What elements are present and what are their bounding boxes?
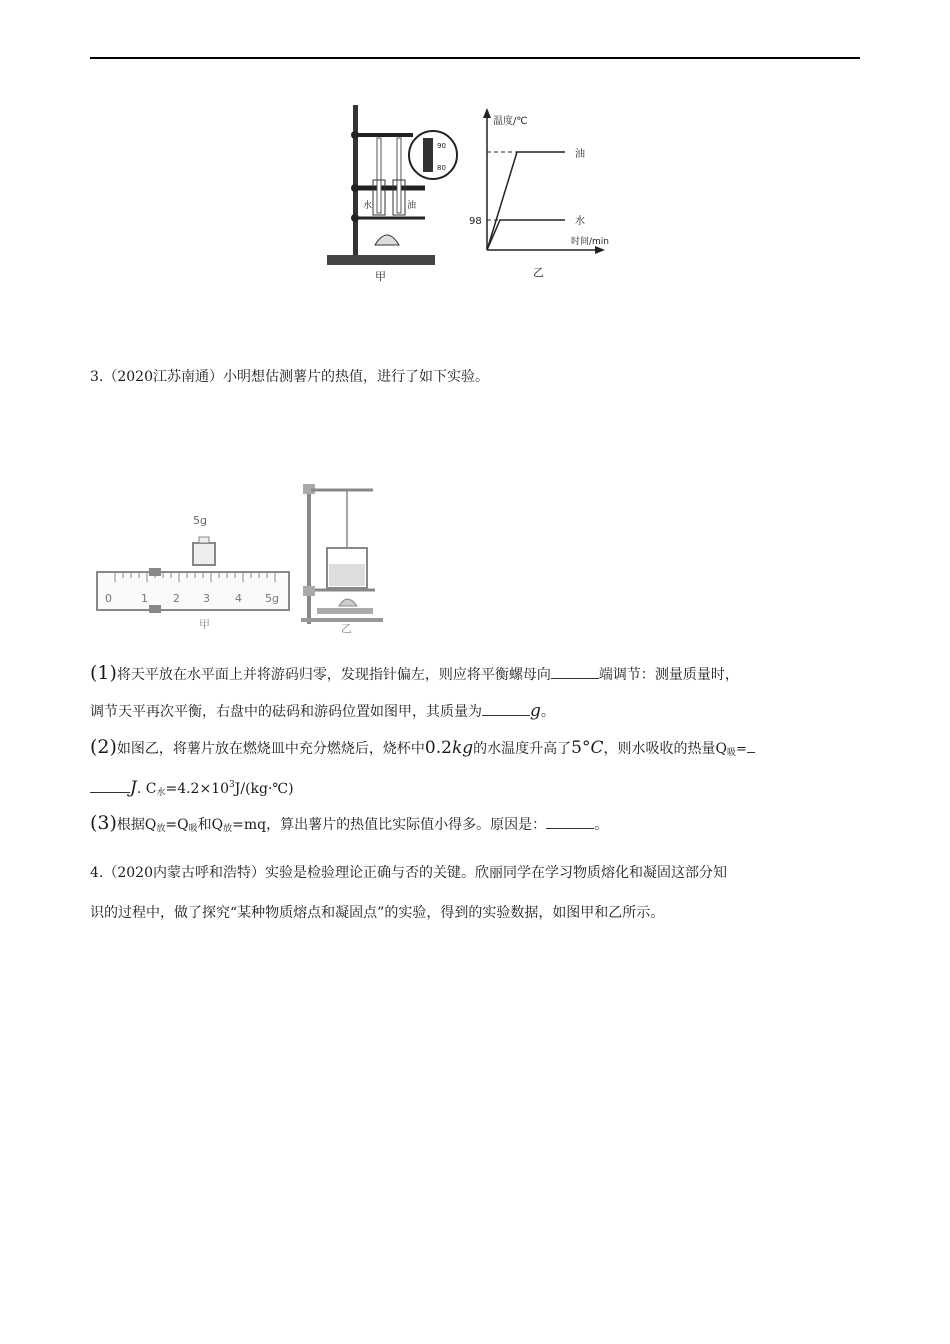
scale-num-2: 2 (173, 592, 180, 605)
caption-left: 甲 (199, 618, 210, 631)
q3-part1-text-a: 将天平放在水平面上并将游码归零，发现指针偏左，则应将平衡螺母向 (116, 667, 551, 683)
q3-part3-blank-reason[interactable] (546, 815, 594, 829)
q3-part1-line2 (90, 702, 555, 721)
q3-part2-blank-heat-a[interactable] (747, 739, 755, 753)
q3-part1-unit: g (530, 701, 541, 721)
q3-part3-number: (3) (90, 812, 117, 834)
caption-right: 乙 (341, 622, 352, 635)
q3-part2-c-label: . C (136, 781, 157, 797)
q3-part3-sub-3: 放 (223, 824, 233, 834)
q3-part1-number: (1) (90, 662, 117, 684)
q3-part3-sub-1: 放 (156, 824, 166, 834)
stand-rod (353, 105, 358, 255)
q3-part2-mass-unit: kg (451, 738, 474, 758)
q3-part2-c-value: =4.2×10 (165, 781, 230, 797)
thermo-tick-80: 80 (437, 164, 446, 172)
water-in-beaker (329, 564, 365, 586)
weight-label: 5g (193, 514, 207, 527)
q3-part1-text-b: 端调节：测量质量时， (598, 667, 739, 683)
q3-part1-blank-mass[interactable] (482, 702, 530, 716)
y-axis-label: 温度/℃ (493, 116, 528, 127)
oil-curve-label: 油 (575, 149, 585, 160)
water-label: 水 (363, 201, 373, 211)
question-4-line1: 4.（2020内蒙古呼和浩特）实验是检验理论正确与否的关键。欣丽同学在学习物质熔化和凝固这部分知 (90, 865, 727, 881)
scale-num-0: 0 (105, 592, 112, 605)
q3-part2-blank-heat-b[interactable] (90, 779, 130, 793)
rider-top (149, 568, 161, 576)
stand-base (327, 255, 435, 265)
rider-bottom (149, 605, 161, 613)
q3-part2-exponent: 3 (229, 780, 235, 790)
q3-part1-line1 (90, 664, 739, 684)
thermo-tick-90: 90 (437, 142, 446, 150)
oil-curve (487, 152, 565, 250)
temperature-time-graph (469, 108, 609, 279)
figure-heating-experiment (325, 100, 615, 290)
q3-part3-text-d: =mq，算出薯片的热值比实际值小得多。原因是： (232, 817, 547, 833)
q3-part2-temp-unit: C (590, 738, 604, 758)
balance-ruler (97, 572, 289, 610)
figure-balance-and-burner (95, 478, 385, 638)
q3-part2-mass: 0.2 (424, 738, 452, 758)
q3-part3-sub-2: 吸 (188, 824, 198, 834)
q3-part2-line2 (90, 776, 294, 802)
q3-part2-sub-absorb: 吸 (726, 748, 736, 758)
q3-part3-end: 。 (594, 817, 609, 833)
scale-num-3: 3 (203, 592, 210, 605)
figure-caption-left: 甲 (375, 270, 386, 283)
water-curve (487, 220, 565, 250)
q3-part2-number: (2) (90, 736, 117, 758)
q3-part2-c-unit: J/(kg·℃) (234, 781, 294, 797)
q3-part2-unit-j: J (130, 778, 137, 798)
q3-part2-sub-water: 水 (156, 788, 166, 798)
q3-part2-temp: 5° (571, 738, 591, 758)
weight-5g (193, 543, 215, 565)
scale-num-1: 1 (141, 592, 148, 605)
header-rule (90, 57, 860, 59)
q3-part3-line (90, 814, 608, 838)
q3-part1-line2-text: 调节天平再次平衡，右盘中的砝码和游码位置如图甲，其质量为 (90, 704, 482, 720)
q3-part2-text-c: ，则水吸收的热量Q (603, 741, 727, 757)
q3-part1-blank-direction[interactable] (551, 665, 599, 679)
q3-part3-text-b: =Q (165, 817, 189, 833)
water-curve-label: 水 (575, 216, 585, 227)
x-axis-label: 时间/min (571, 237, 610, 247)
figure-caption-right: 乙 (533, 266, 544, 279)
scale-num-5g: 5g (265, 592, 279, 605)
question-3-header: 3.（2020江苏南通）小明想估测薯片的热值，进行了如下实验。 (90, 369, 489, 385)
q3-part3-text-c: 和Q (197, 817, 224, 833)
scale-num-4: 4 (235, 592, 242, 605)
q3-part2-line1 (90, 738, 755, 762)
q3-part2-text-a: 如图乙，将薯片放在燃烧皿中充分燃烧后，烧杯中 (116, 741, 425, 757)
oil-label: 油 (407, 201, 417, 211)
q3-part3-text-a: 根据Q (116, 817, 157, 833)
tick-98: 98 (469, 216, 482, 227)
question-4-line2: 识的过程中，做了探究“某种物质熔点和凝固点”的实验，得到的实验数据，如图甲和乙所示。 (90, 905, 665, 921)
q3-part2-equals: = (736, 742, 747, 757)
q3-part1-end: 。 (540, 704, 555, 720)
q3-part2-text-b: 的水温度升高了 (473, 741, 572, 757)
